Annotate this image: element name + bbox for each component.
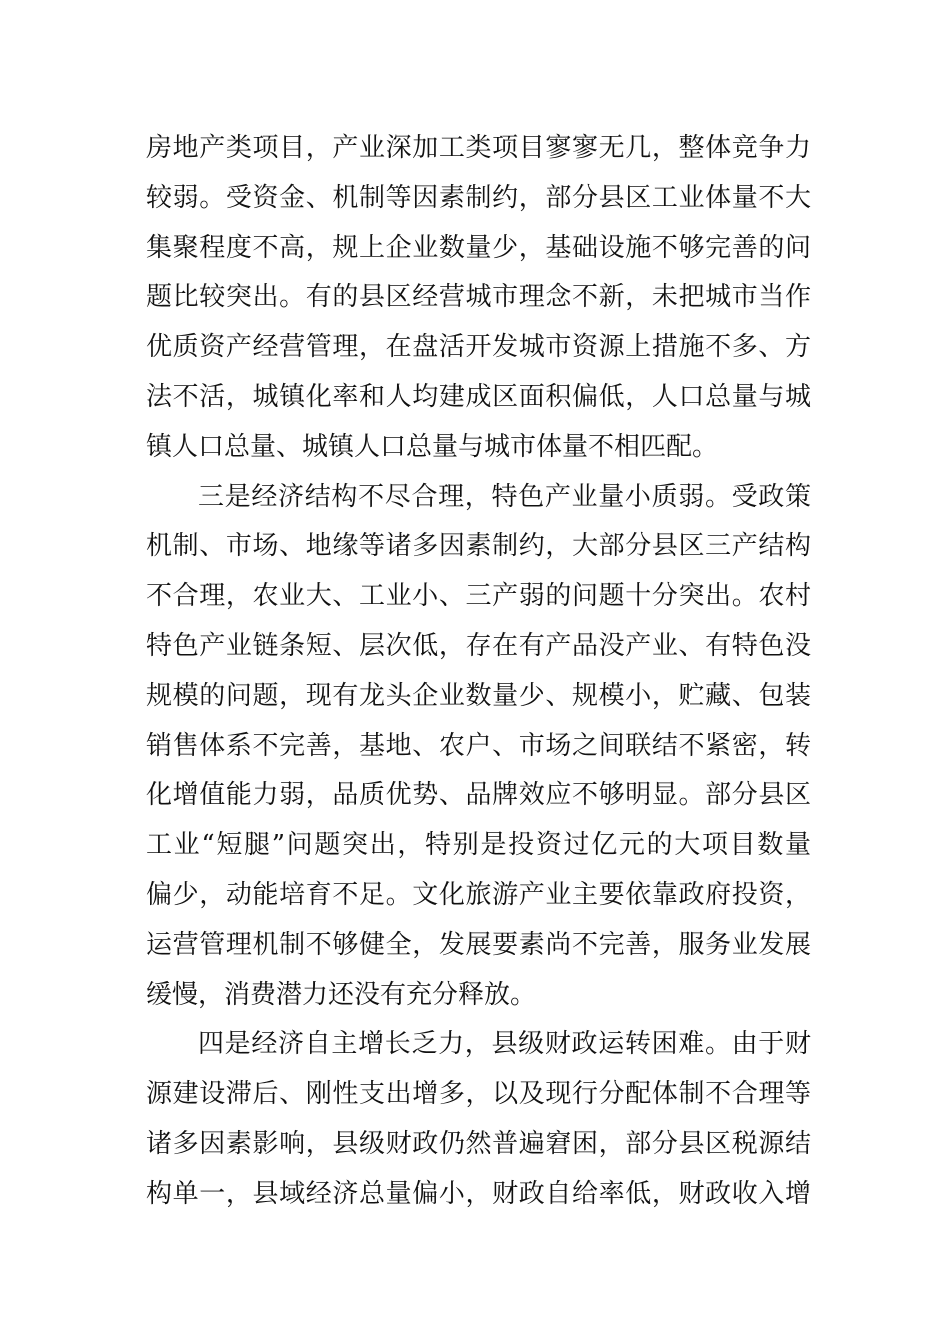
text-line: 诸多因素影响，县级财政仍然普遍窘困，部分县区税源结 — [146, 1128, 811, 1159]
text-line: 镇人口总量、城镇人口总量与城市体量不相匹配。 — [146, 431, 719, 462]
text-line: 法不活，城镇化率和人均建成区面积偏低，人口总量与城 — [146, 381, 811, 412]
text-line: 机制、市场、地缘等诸多因素制约，大部分县区三产结构 — [146, 531, 811, 562]
text-line: 构单一，县域经济总量偏小，财政自给率低，财政收入增 — [146, 1178, 811, 1209]
text-line: 优质资产经营管理，在盘活开发城市资源上措施不多、方 — [146, 332, 811, 363]
text-line: 规模的问题，现有龙头企业数量少、规模小，贮藏、包装 — [146, 680, 811, 711]
text-line: 化增值能力弱，品质优势、品牌效应不够明显。部分县区 — [146, 780, 811, 811]
paragraph-first-line: 三是经济结构不尽合理，特色产业量小质弱。受政策 — [198, 481, 811, 512]
text-line: 源建设滞后、刚性支出增多，以及现行分配体制不合理等 — [146, 1079, 811, 1110]
text-line: 运营管理机制不够健全，发展要素尚不完善，服务业发展 — [146, 929, 811, 960]
text-line: 房地产类项目，产业深加工类项目寥寥无几，整体竞争力 — [146, 133, 811, 163]
text-line: 销售体系不完善，基地、农户、市场之间联结不紧密，转 — [146, 730, 811, 761]
text-line: 题比较突出。有的县区经营城市理念不新，未把城市当作 — [146, 282, 811, 313]
text-line: 较弱。受资金、机制等因素制约，部分县区工业体量不大 — [146, 182, 811, 213]
text-line: 偏少，动能培育不足。文化旅游产业主要依靠政府投资， — [146, 879, 811, 910]
text-line: 工业“短腿”问题突出，特别是投资过亿元的大项目数量 — [146, 830, 811, 861]
text-line: 不合理，农业大、工业小、三产弱的问题十分突出。农村 — [146, 581, 811, 612]
paragraph-first-line: 四是经济自主增长乏力，县级财政运转困难。由于财 — [198, 1029, 811, 1060]
text-line: 缓慢，消费潜力还没有充分释放。 — [146, 979, 537, 1010]
text-line: 集聚程度不高，规上企业数量少，基础设施不够完善的问 — [146, 232, 811, 263]
body-text — [146, 124, 811, 1220]
text-line: 特色产业链条短、层次低，存在有产品没产业、有特色没 — [146, 630, 811, 661]
